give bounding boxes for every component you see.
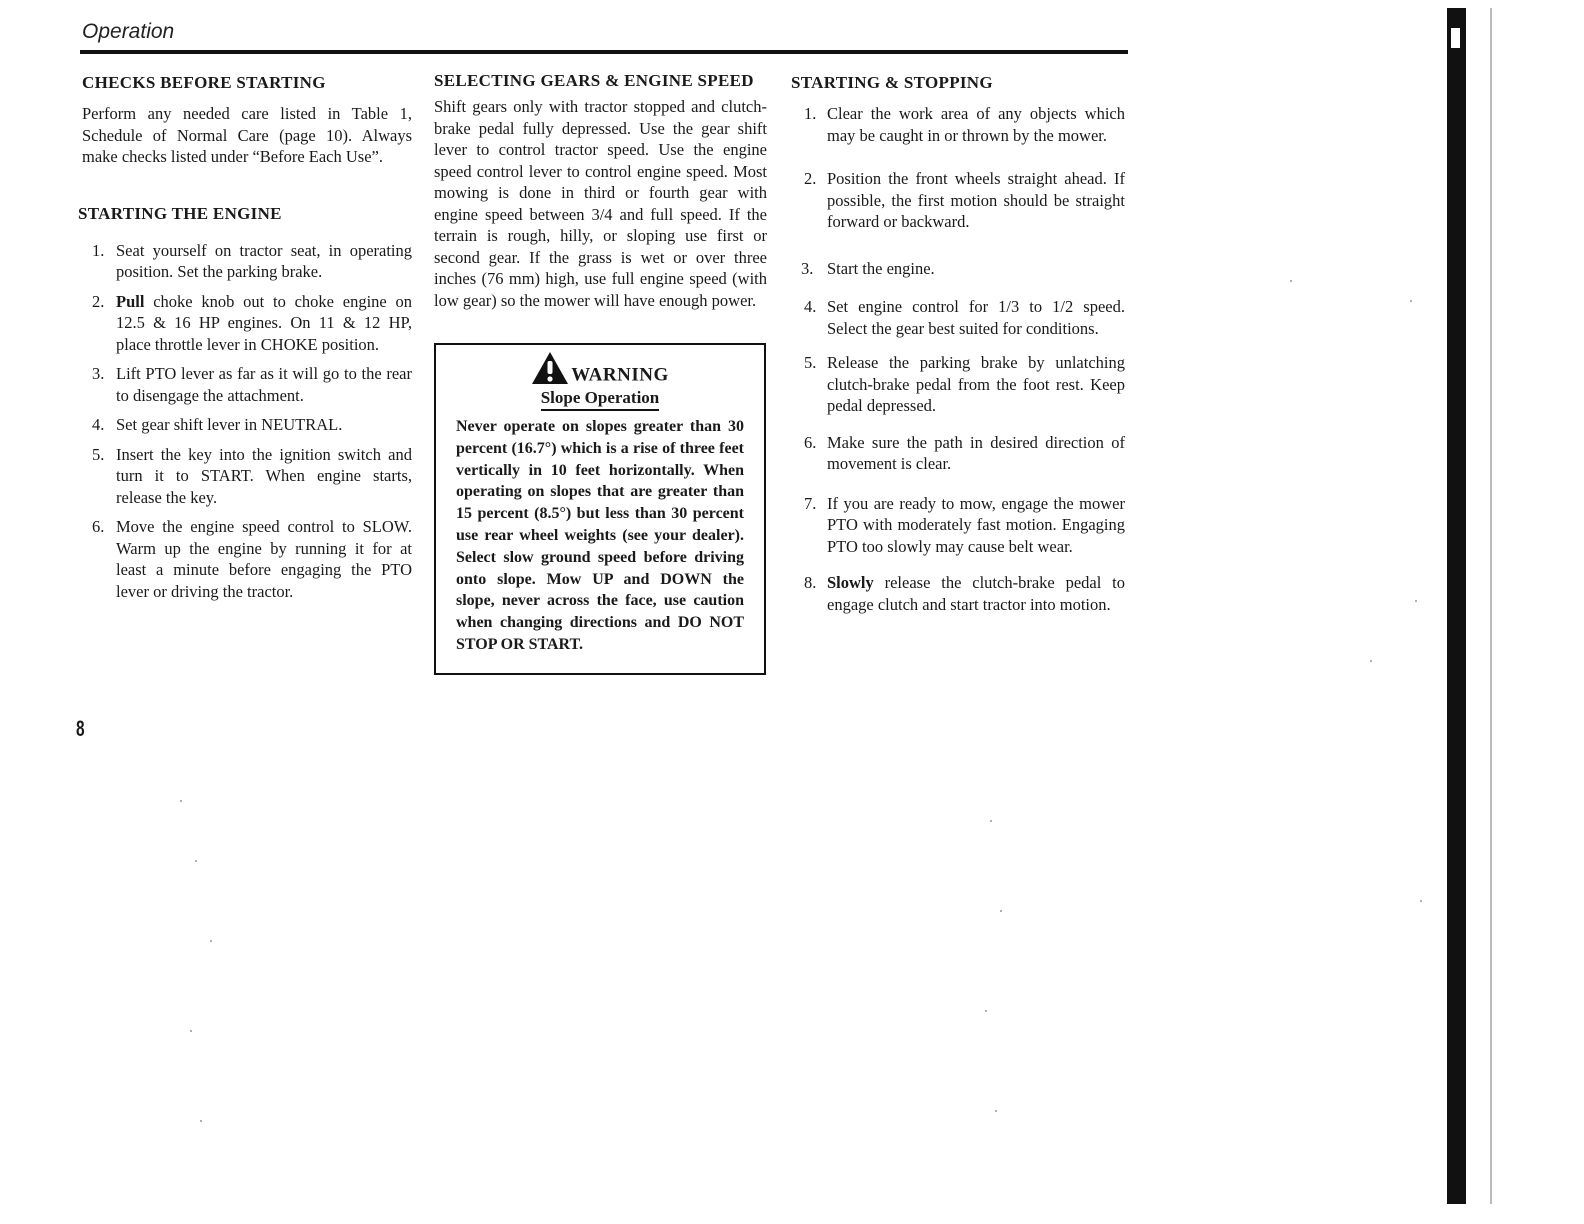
list-item [791, 352, 1125, 417]
checks-text: Perform any needed care listed in Table 1, Schedule of Normal Care (page 10). Always make checks listed under “Before Each Use”. [82, 104, 412, 166]
scan-speck [990, 820, 992, 822]
item-number: 6. [804, 432, 817, 452]
item-text: Clear the work area of any objects which may be caught in or thrown by the mower. [827, 104, 1125, 145]
item-number: 3. [801, 258, 814, 278]
checks-heading: CHECKS BEFORE STARTING [82, 73, 326, 92]
item-number: 1. [92, 240, 105, 260]
item-text: choke knob out to choke engine on 12.5 & 16 HP engines. On 11 & 12 HP, place throttle lever in CHOKE position. [116, 291, 412, 354]
item-lead: Slowly [827, 573, 874, 592]
list-item [82, 516, 412, 602]
item-number: 4. [804, 297, 817, 316]
item-text: Make sure the path in desired direction of movement is clear. [827, 432, 1125, 473]
scan-speck [210, 940, 212, 942]
item-number: 6. [92, 517, 105, 536]
list-item [791, 296, 1125, 339]
list-item [791, 103, 1125, 146]
item-text: Seat yourself on tractor seat, in operating position. Set the parking brake. [116, 240, 412, 281]
scan-speck [1290, 280, 1292, 282]
warning-text: Never operate on slopes greater than 30 percent (16.7°) which is a rise of three feet vertically in 10 feet horizontally. When operating on slopes that are greater than 15 percent (8.5°) but less than 30 percent use rear wheel weights (see your dealer). Select slow ground speed before driving onto slope. Mow UP and DOWN the slope, never across the face, use caution when changing directions and DO NOT STOP OR START. [456, 418, 744, 653]
starting-stopping-heading: STARTING & STOPPING [791, 73, 993, 92]
item-text: Move the engine speed control to SLOW. Warm up the engine by running it for at least a minute before engaging the PTO lever or driving the tractor. [116, 517, 412, 601]
list-item [82, 291, 412, 356]
item-number: 4. [92, 415, 105, 434]
list-item [791, 493, 1125, 558]
item-text: Lift PTO lever as far as it will go to the rear to disengage the attachment. [116, 364, 412, 405]
item-text: Set gear shift lever in NEUTRAL. [116, 415, 343, 434]
section-title: Operation [82, 20, 175, 43]
starting-stopping-list [791, 103, 1125, 615]
scan-speck [1415, 600, 1417, 602]
list-item [791, 168, 1125, 233]
item-text: release the clutch-brake pedal to engage clutch and start tractor into motion. [827, 573, 1125, 614]
item-number: 2. [804, 169, 817, 188]
scan-speck [995, 1110, 997, 1112]
scan-speck [1420, 900, 1422, 902]
page-number: 8 [76, 716, 85, 741]
scan-speck [195, 860, 197, 862]
starting-engine-heading: STARTING THE ENGINE [78, 203, 282, 223]
item-text: Set engine control for 1/3 to 1/2 speed. Select the gear best suited for conditions. [827, 297, 1125, 338]
item-number: 1. [804, 104, 817, 123]
binding-strip [1447, 8, 1466, 1204]
scan-speck [180, 800, 182, 802]
list-item [791, 432, 1125, 475]
warning-subtitle-text: Slope Operation [541, 388, 660, 411]
scan-speck [985, 1010, 987, 1012]
warning-label: WARNING [571, 364, 669, 386]
warning-header [456, 351, 744, 391]
list-item [791, 258, 1125, 280]
gears-text: Shift gears only with tractor stopped and clutch-brake pedal fully depressed. Use the gear shift lever to control tractor speed. Use the engine speed control lever to control engine speed. Most mowing is done in third or fourth gear with engine speed between 3/4 and full speed. If the terrain is rough, hilly, or sloping use first or second gear. If the grass is wet or over three inches (76 mm) high, use full engine speed (with low gear) so the mower will have enough power. [434, 97, 767, 310]
item-text: Insert the key into the ignition switch and turn it to START. When engine starts, release the key. [116, 444, 412, 507]
scan-speck [1370, 660, 1372, 662]
list-item [82, 444, 412, 509]
binding-edge-line [1490, 8, 1492, 1204]
item-number: 2. [92, 291, 105, 311]
warning-box [434, 343, 766, 675]
item-number: 5. [804, 353, 817, 372]
list-item [791, 572, 1125, 615]
scan-speck [1410, 300, 1412, 302]
item-text: Position the front wheels straight ahead. If possible, the first motion should be straight forward or backward. [827, 169, 1125, 231]
list-item [82, 363, 412, 406]
column-right [791, 72, 1125, 615]
item-text: Release the parking brake by unlatching clutch-brake pedal from the foot rest. Keep pedal depressed. [827, 353, 1125, 415]
list-item [82, 240, 412, 283]
column-left [78, 72, 412, 610]
item-text: Start the engine. [827, 258, 935, 278]
list-item [82, 414, 412, 436]
scan-speck [1000, 910, 1002, 912]
item-number: 8. [804, 573, 817, 592]
binding-notch [1451, 28, 1460, 48]
item-number: 5. [92, 444, 105, 464]
item-number: 3. [92, 364, 105, 383]
scan-speck [190, 1030, 192, 1032]
starting-engine-list [82, 240, 412, 603]
warning-subtitle [456, 388, 744, 408]
scan-speck [200, 1120, 202, 1122]
item-text: If you are ready to mow, engage the mower PTO with moderately fast motion. Engaging PTO too slowly may cause belt wear. [827, 493, 1125, 556]
item-lead: Pull [116, 291, 145, 311]
column-middle [434, 70, 767, 311]
item-number: 7. [804, 493, 817, 513]
gears-heading: SELECTING GEARS & ENGINE SPEED [434, 71, 754, 90]
header-rule [80, 50, 1128, 54]
